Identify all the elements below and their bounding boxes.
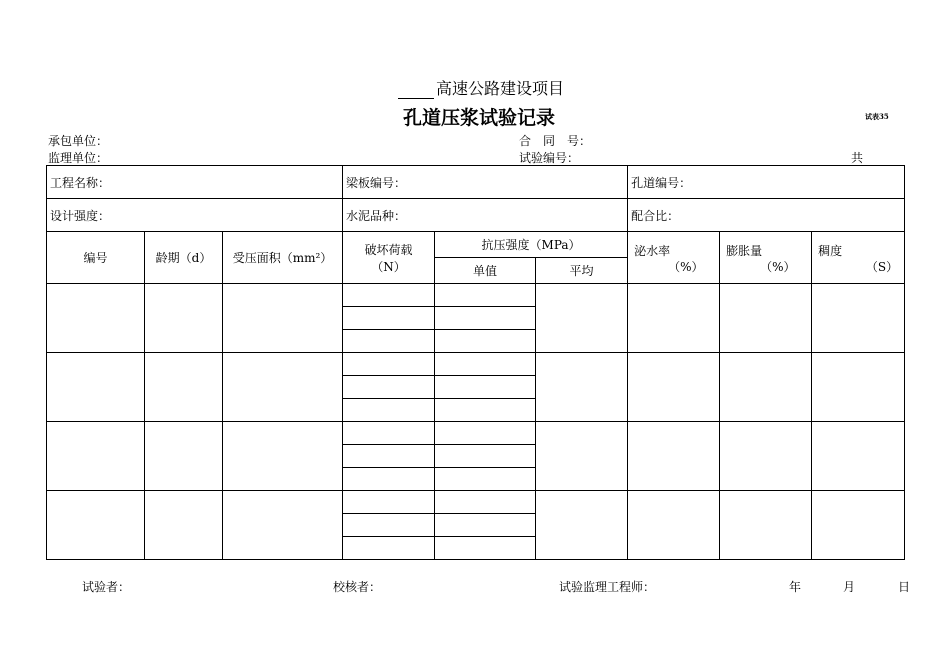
cell-consistency[interactable]	[812, 422, 905, 491]
cell-single[interactable]	[435, 376, 536, 399]
cell-area[interactable]	[223, 284, 343, 353]
cell-consistency[interactable]	[812, 491, 905, 560]
cell-load[interactable]	[343, 284, 435, 307]
col-load-unit: （N）	[371, 259, 406, 274]
col-age: 龄期（d）	[145, 232, 223, 284]
cell-no[interactable]	[47, 422, 145, 491]
cell-single[interactable]	[435, 514, 536, 537]
cell-age[interactable]	[145, 422, 223, 491]
col-load	[343, 232, 435, 284]
contract-no-label: 合 同 号：	[519, 134, 592, 148]
table-row	[47, 422, 905, 445]
table-row	[47, 353, 905, 376]
col-load-label: 破坏荷载	[364, 242, 413, 257]
cell-single[interactable]	[435, 353, 536, 376]
cell-age[interactable]	[145, 353, 223, 422]
col-strength: 抗压强度（MPa）	[435, 232, 628, 258]
cell-consistency[interactable]	[812, 353, 905, 422]
cell-load[interactable]	[343, 468, 435, 491]
cell-area[interactable]	[223, 491, 343, 560]
col-expansion-label: 膨胀量	[726, 244, 763, 258]
cell-single[interactable]	[435, 422, 536, 445]
mix-ratio-field[interactable]: 配合比：	[628, 199, 905, 232]
cell-single[interactable]	[435, 399, 536, 422]
cement-type-field[interactable]: 水泥品种：	[343, 199, 628, 232]
cell-no[interactable]	[47, 284, 145, 353]
cell-single[interactable]	[435, 284, 536, 307]
table-row	[47, 284, 905, 307]
cell-average[interactable]	[536, 491, 628, 560]
cell-bleeding[interactable]	[628, 353, 720, 422]
info-row-2	[47, 199, 905, 232]
contractor-label: 承包单位：	[48, 134, 109, 148]
col-bleeding	[628, 232, 720, 284]
col-consistency-label: 稠度	[818, 244, 843, 258]
col-single: 单值	[435, 258, 536, 284]
day-label: 日	[898, 580, 911, 594]
cell-no[interactable]	[47, 491, 145, 560]
test-no-label: 试验编号：	[519, 151, 580, 165]
cell-load[interactable]	[343, 445, 435, 468]
cell-load[interactable]	[343, 399, 435, 422]
cell-load[interactable]	[343, 307, 435, 330]
cell-no[interactable]	[47, 353, 145, 422]
month-label: 月	[843, 580, 856, 594]
form-number: 试表35	[865, 112, 889, 121]
cell-age[interactable]	[145, 491, 223, 560]
project-title	[398, 76, 564, 99]
table-row	[47, 491, 905, 514]
cell-single[interactable]	[435, 307, 536, 330]
cell-expansion[interactable]	[720, 353, 812, 422]
cell-bleeding[interactable]	[628, 491, 720, 560]
cell-load[interactable]	[343, 491, 435, 514]
cell-load[interactable]	[343, 514, 435, 537]
beam-no-field[interactable]: 梁板编号：	[343, 166, 628, 199]
cell-single[interactable]	[435, 445, 536, 468]
engineer-label: 试验监理工程师：	[559, 580, 656, 594]
cell-load[interactable]	[343, 353, 435, 376]
info-row-1	[47, 166, 905, 199]
cell-consistency[interactable]	[812, 284, 905, 353]
record-table	[46, 165, 905, 560]
total-label: 共	[851, 151, 864, 165]
project-name-field[interactable]: 工程名称：	[47, 166, 343, 199]
checker-label: 校核者：	[333, 580, 382, 594]
col-expansion	[720, 232, 812, 284]
col-bleeding-unit: （%）	[668, 260, 704, 274]
cell-single[interactable]	[435, 537, 536, 560]
cell-average[interactable]	[536, 422, 628, 491]
col-consistency	[812, 232, 905, 284]
cell-bleeding[interactable]	[628, 284, 720, 353]
cell-age[interactable]	[145, 284, 223, 353]
cell-bleeding[interactable]	[628, 422, 720, 491]
column-header-row-1	[47, 232, 905, 258]
cell-expansion[interactable]	[720, 284, 812, 353]
year-label: 年	[789, 580, 802, 594]
duct-no-field[interactable]: 孔道编号：	[628, 166, 905, 199]
project-title-text: 高速公路建设项目	[436, 79, 565, 98]
cell-average[interactable]	[536, 353, 628, 422]
cell-single[interactable]	[435, 491, 536, 514]
cell-area[interactable]	[223, 353, 343, 422]
cell-load[interactable]	[343, 422, 435, 445]
cell-single[interactable]	[435, 468, 536, 491]
cell-expansion[interactable]	[720, 491, 812, 560]
supervisor-label: 监理单位：	[48, 151, 109, 165]
cell-expansion[interactable]	[720, 422, 812, 491]
project-name-blank	[398, 84, 434, 99]
col-bleeding-label: 泌水率	[634, 244, 671, 258]
cell-load[interactable]	[343, 330, 435, 353]
col-no: 编号	[47, 232, 145, 284]
cell-area[interactable]	[223, 422, 343, 491]
cell-load[interactable]	[343, 376, 435, 399]
cell-single[interactable]	[435, 330, 536, 353]
col-expansion-unit: （%）	[760, 260, 796, 274]
design-strength-field[interactable]: 设计强度：	[47, 199, 343, 232]
col-average: 平均	[536, 258, 628, 284]
col-consistency-unit: （S）	[865, 260, 899, 274]
cell-average[interactable]	[536, 284, 628, 353]
form-title: 孔道压浆试验记录	[403, 107, 556, 129]
col-area: 受压面积（mm²）	[223, 232, 343, 284]
tester-label: 试验者：	[82, 580, 131, 594]
cell-load[interactable]	[343, 537, 435, 560]
